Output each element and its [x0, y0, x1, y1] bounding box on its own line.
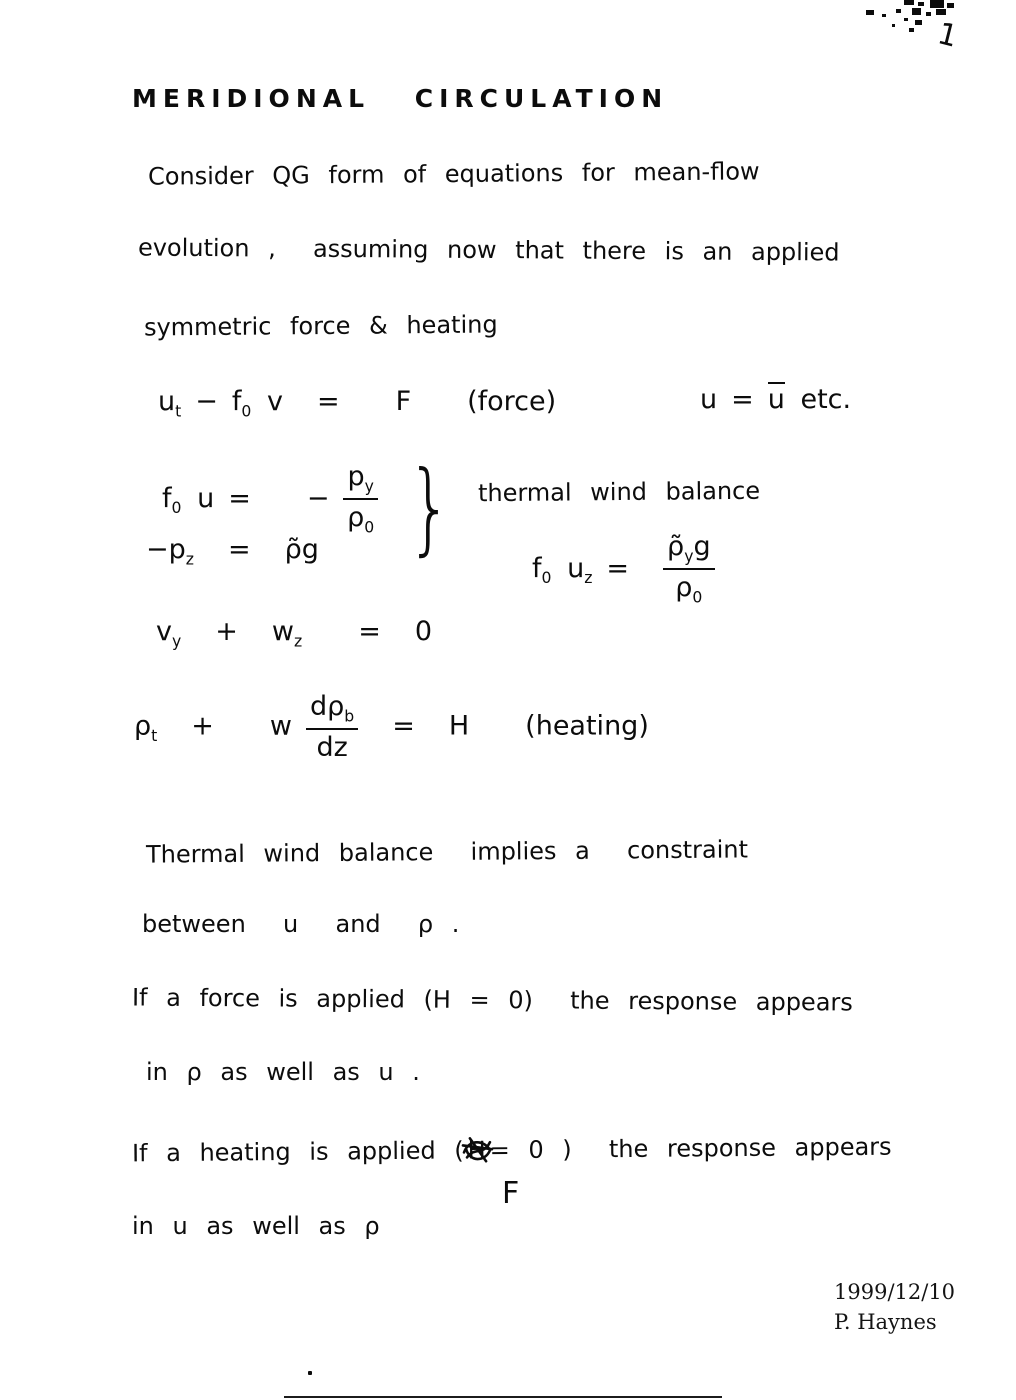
- subscript-y: y: [171, 631, 182, 651]
- var-p: p: [168, 534, 186, 565]
- equals-sign: =: [606, 552, 630, 584]
- equation-momentum: [158, 386, 556, 420]
- force-annotation: (force): [467, 386, 557, 417]
- page-number: 1: [934, 16, 962, 55]
- fraction-drhob-dz: [306, 692, 358, 762]
- zero-value: 0: [414, 616, 432, 647]
- var-f0: f: [162, 482, 172, 514]
- force-case-line-2: in ρ as well as u .: [146, 1058, 420, 1086]
- subscript-z: z: [293, 631, 303, 651]
- heating-line-text-a: If a heating is applied (: [131, 1136, 464, 1168]
- equation-continuity: [156, 616, 432, 650]
- equals-sign: =: [358, 616, 381, 647]
- var-v: v: [266, 386, 283, 417]
- equals-sign: =: [316, 386, 340, 417]
- subscript-z: z: [584, 568, 593, 588]
- etc-text: etc.: [800, 384, 852, 415]
- equation-density: [134, 692, 649, 762]
- var-f0: f: [532, 552, 542, 584]
- fraction-rhoyg-over-rho0: [663, 532, 715, 607]
- heating-annotation: (heating): [525, 710, 649, 742]
- equals-sign: =: [731, 384, 754, 415]
- subscript-t: t: [175, 401, 182, 421]
- grouping-brace: }: [406, 449, 453, 566]
- minus-sign: −: [195, 386, 218, 417]
- var-u: u: [158, 386, 176, 417]
- subscript-z: z: [185, 549, 194, 569]
- equation-geostrophic: [162, 462, 378, 537]
- intro-line-1: Consider QG form of equations for mean-flow: [147, 157, 760, 191]
- var-rho: ρ: [134, 710, 152, 742]
- force-case-line-1: If a force is applied (H = 0) the response appears: [131, 983, 853, 1017]
- heating-case-line-1: [132, 1133, 892, 1168]
- footer-date: 1999/12/10: [834, 1280, 956, 1304]
- equals-sign: =: [228, 482, 251, 514]
- page-title: MERIDIONAL CIRCULATION: [132, 84, 669, 113]
- intro-line-3: symmetric force & heating: [143, 310, 498, 342]
- numerator: $p_y$: [343, 462, 377, 500]
- heating-line-text-b: = 0 ) the response appears: [489, 1132, 892, 1165]
- scan-speck-artifact: [308, 1371, 312, 1375]
- numerator: $d\rho_b$: [306, 692, 358, 730]
- constraint-line-1: Thermal wind balance implies a constraint: [145, 835, 749, 869]
- mean-flow-notation: [700, 382, 851, 415]
- var-f0: f: [231, 386, 242, 417]
- var-w: w: [271, 616, 294, 647]
- minus-sign: −: [306, 482, 330, 514]
- plus-sign: +: [191, 710, 214, 742]
- footer-author: P. Haynes: [834, 1310, 937, 1334]
- heating-symbol: H: [448, 710, 470, 742]
- intro-line-2: evolution , assuming now that there is an applied: [137, 233, 840, 267]
- var-u: u: [197, 482, 215, 514]
- denominator: $\rho_0$: [675, 572, 703, 607]
- denominator: dz: [316, 732, 348, 764]
- var-v: v: [156, 616, 172, 647]
- denominator: $\rho_0$: [347, 502, 375, 537]
- minus-sign: −: [146, 534, 169, 565]
- var-u: u: [567, 552, 585, 584]
- equals-sign: =: [392, 710, 415, 742]
- rho-tilde-symbol: ρ̃: [284, 534, 302, 565]
- equation-hydrostatic: [146, 534, 319, 568]
- thermal-wind-label: thermal wind balance: [477, 476, 761, 508]
- scribbled-out-symbol: H: [468, 1136, 486, 1164]
- force-symbol: F: [395, 386, 412, 417]
- subscript-0: 0: [241, 401, 252, 421]
- constraint-line-2: between u and ρ .: [142, 910, 460, 938]
- plus-sign: +: [215, 616, 238, 647]
- var-u: u: [700, 384, 718, 415]
- correction-force-symbol: F: [502, 1176, 520, 1211]
- subscript-0: 0: [541, 568, 552, 588]
- scan-edge-artifact: [284, 1396, 722, 1398]
- heating-case-line-2: in u as well as ρ: [132, 1212, 380, 1240]
- equation-thermal-wind: [532, 532, 715, 607]
- u-bar-symbol: u: [767, 384, 785, 415]
- subscript-0: 0: [171, 498, 182, 518]
- equals-sign: =: [227, 534, 251, 565]
- subscript-t: t: [151, 726, 158, 746]
- fraction-py-over-rho0: [343, 462, 377, 537]
- var-g: g: [301, 534, 319, 565]
- numerator: $\rhõ_yg$: [663, 532, 715, 570]
- var-w: w: [269, 710, 292, 742]
